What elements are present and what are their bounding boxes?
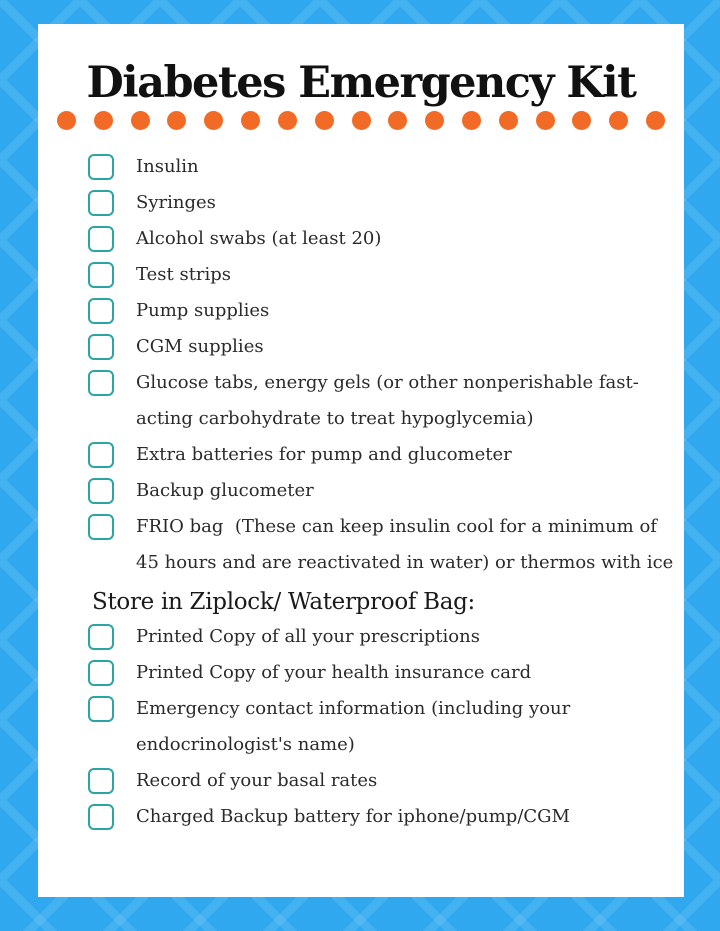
checklist-item-label: [136, 221, 670, 257]
label-line: Emergency contact information (including your: [136, 698, 571, 719]
divider-dot: [315, 111, 334, 130]
checkbox[interactable]: [88, 226, 114, 252]
label-line: Charged Backup battery for iphone/pump/CGM: [136, 806, 570, 827]
checklist-item-label: [136, 257, 670, 293]
divider-dot: [278, 111, 297, 130]
label-line: Printed Copy of all your prescriptions: [136, 626, 480, 647]
label-line: Syringes: [136, 192, 216, 213]
divider-dot: [167, 111, 186, 130]
checklist-item-label: [136, 799, 670, 835]
checkbox[interactable]: [88, 334, 114, 360]
checkbox[interactable]: [88, 624, 114, 650]
checklist-item-label: [136, 655, 670, 691]
divider-dot: [131, 111, 150, 130]
checklist-item-label: [136, 437, 670, 473]
checklist-item-label: [136, 293, 670, 329]
label-line: 45 hours and are reactivated in water) or thermos with ice: [136, 552, 674, 573]
checklist-item-label: [136, 619, 670, 655]
label-line: Printed Copy of your health insurance card: [136, 662, 532, 683]
divider-dot: [572, 111, 591, 130]
checkbox[interactable]: [88, 804, 114, 830]
divider-dot: [609, 111, 628, 130]
label-line: Alcohol swabs (at least 20): [136, 228, 382, 249]
dot-divider: [57, 110, 665, 130]
checklist-item-label: [136, 473, 670, 509]
label-line: Test strips: [136, 264, 232, 285]
divider-dot: [241, 111, 260, 130]
label-line: Glucose tabs, energy gels (or other nonperishable fast-: [136, 372, 639, 393]
label-line: Pump supplies: [136, 300, 270, 321]
checklist-item-label: [136, 185, 670, 221]
checkbox[interactable]: [88, 478, 114, 504]
divider-dot: [352, 111, 371, 130]
label-line: Extra batteries for pump and glucometer: [136, 444, 512, 465]
label-line: CGM supplies: [136, 336, 264, 357]
checkbox[interactable]: [88, 370, 114, 396]
checklist-item-label: [136, 691, 670, 763]
divider-dot: [499, 111, 518, 130]
divider-dot: [388, 111, 407, 130]
label-line: endocrinologist's name): [136, 734, 355, 755]
checklist-item-label: [136, 763, 670, 799]
label-line: Backup glucometer: [136, 480, 314, 501]
checkbox[interactable]: [88, 696, 114, 722]
checkbox[interactable]: [88, 442, 114, 468]
checklist-item-label: [136, 509, 674, 581]
checkbox[interactable]: [88, 262, 114, 288]
divider-dot: [646, 111, 665, 130]
checkbox[interactable]: [88, 768, 114, 794]
section-title: Store in Ziplock/ Waterproof Bag:: [92, 589, 476, 615]
label-line: Insulin: [136, 156, 199, 177]
divider-dot: [57, 111, 76, 130]
checkbox[interactable]: [88, 660, 114, 686]
checkbox[interactable]: [88, 298, 114, 324]
checkbox[interactable]: [88, 154, 114, 180]
divider-dot: [462, 111, 481, 130]
checklist-item-label: [136, 149, 670, 185]
label-line: acting carbohydrate to treat hypoglycemia): [136, 408, 534, 429]
checklist-item-label: [136, 365, 670, 437]
page-title: Diabetes Emergency Kit: [86, 58, 636, 108]
label-line: Record of your basal rates: [136, 770, 378, 791]
divider-dot: [536, 111, 555, 130]
checkbox[interactable]: [88, 190, 114, 216]
divider-dot: [94, 111, 113, 130]
label-line: FRIO bag (These can keep insulin cool for a minimum of: [136, 516, 657, 537]
checklist-item-label: [136, 329, 670, 365]
divider-dot: [204, 111, 223, 130]
checklist-card: [38, 24, 684, 897]
checkbox[interactable]: [88, 514, 114, 540]
divider-dot: [425, 111, 444, 130]
